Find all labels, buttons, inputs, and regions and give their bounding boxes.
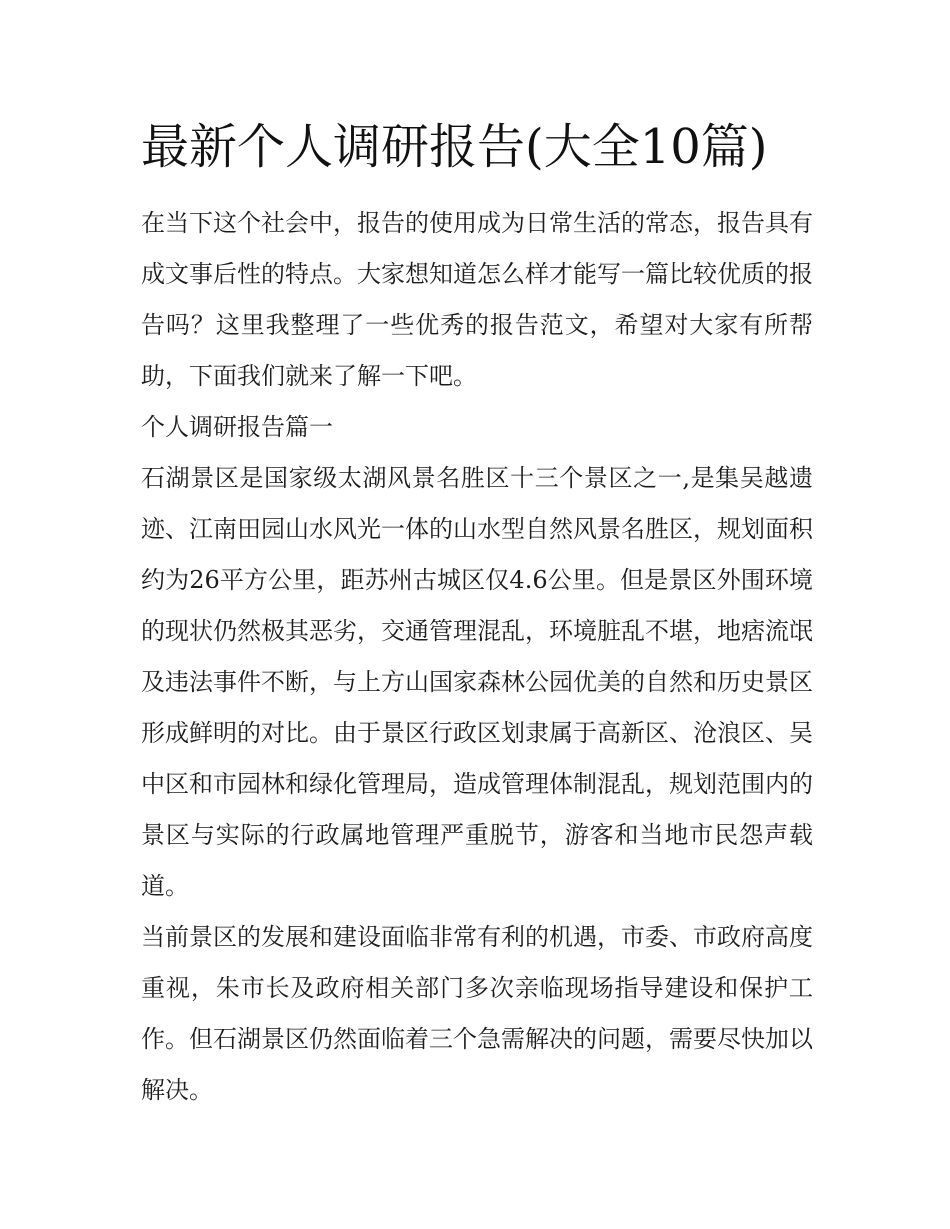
document-page — [141, 112, 813, 1116]
section-heading: 个人调研报告篇一 — [141, 413, 333, 441]
body-paragraph-1: 石湖景区是国家级太湖风景名胜区十三个景区之一,是集吴越遗迹、江南田园山水风光一体的山水型自然风景名胜区，规划面积约为26平方公里，距苏州古城区仅4.6公里。但是景区外围环境的现状仍然极其恶劣，交通管理混乱，环境脏乱不堪，地痞流氓及违法事件不断，与上方山国家森林公园优美的自然和历史景区形成鲜明的对比。由于景区行政区划隶属于高新区、沧浪区、吴中区和市园林和绿化管理局，造成管理体制混乱，规划范围内的景区与实际的行政属地管理严重脱节，游客和当地市民怨声载道。 — [141, 464, 813, 900]
document-title: 最新个人调研报告(大全10篇) — [141, 119, 768, 175]
intro-paragraph: 在当下这个社会中，报告的使用成为日常生活的常态，报告具有成文事后性的特点。大家想知道怎么样才能写一篇比较优质的报告吗？这里我整理了一些优秀的报告范文，希望对大家有所帮助，下面我们就来了解一下吧。 — [141, 209, 813, 390]
body-paragraph-2: 当前景区的发展和建设面临非常有利的机遇，市委、市政府高度重视，朱市长及政府相关部门多次亲临现场指导建设和保护工作。但石湖景区仍然面临着三个急需解决的问题，需要尽快加以解决。 — [141, 923, 813, 1104]
